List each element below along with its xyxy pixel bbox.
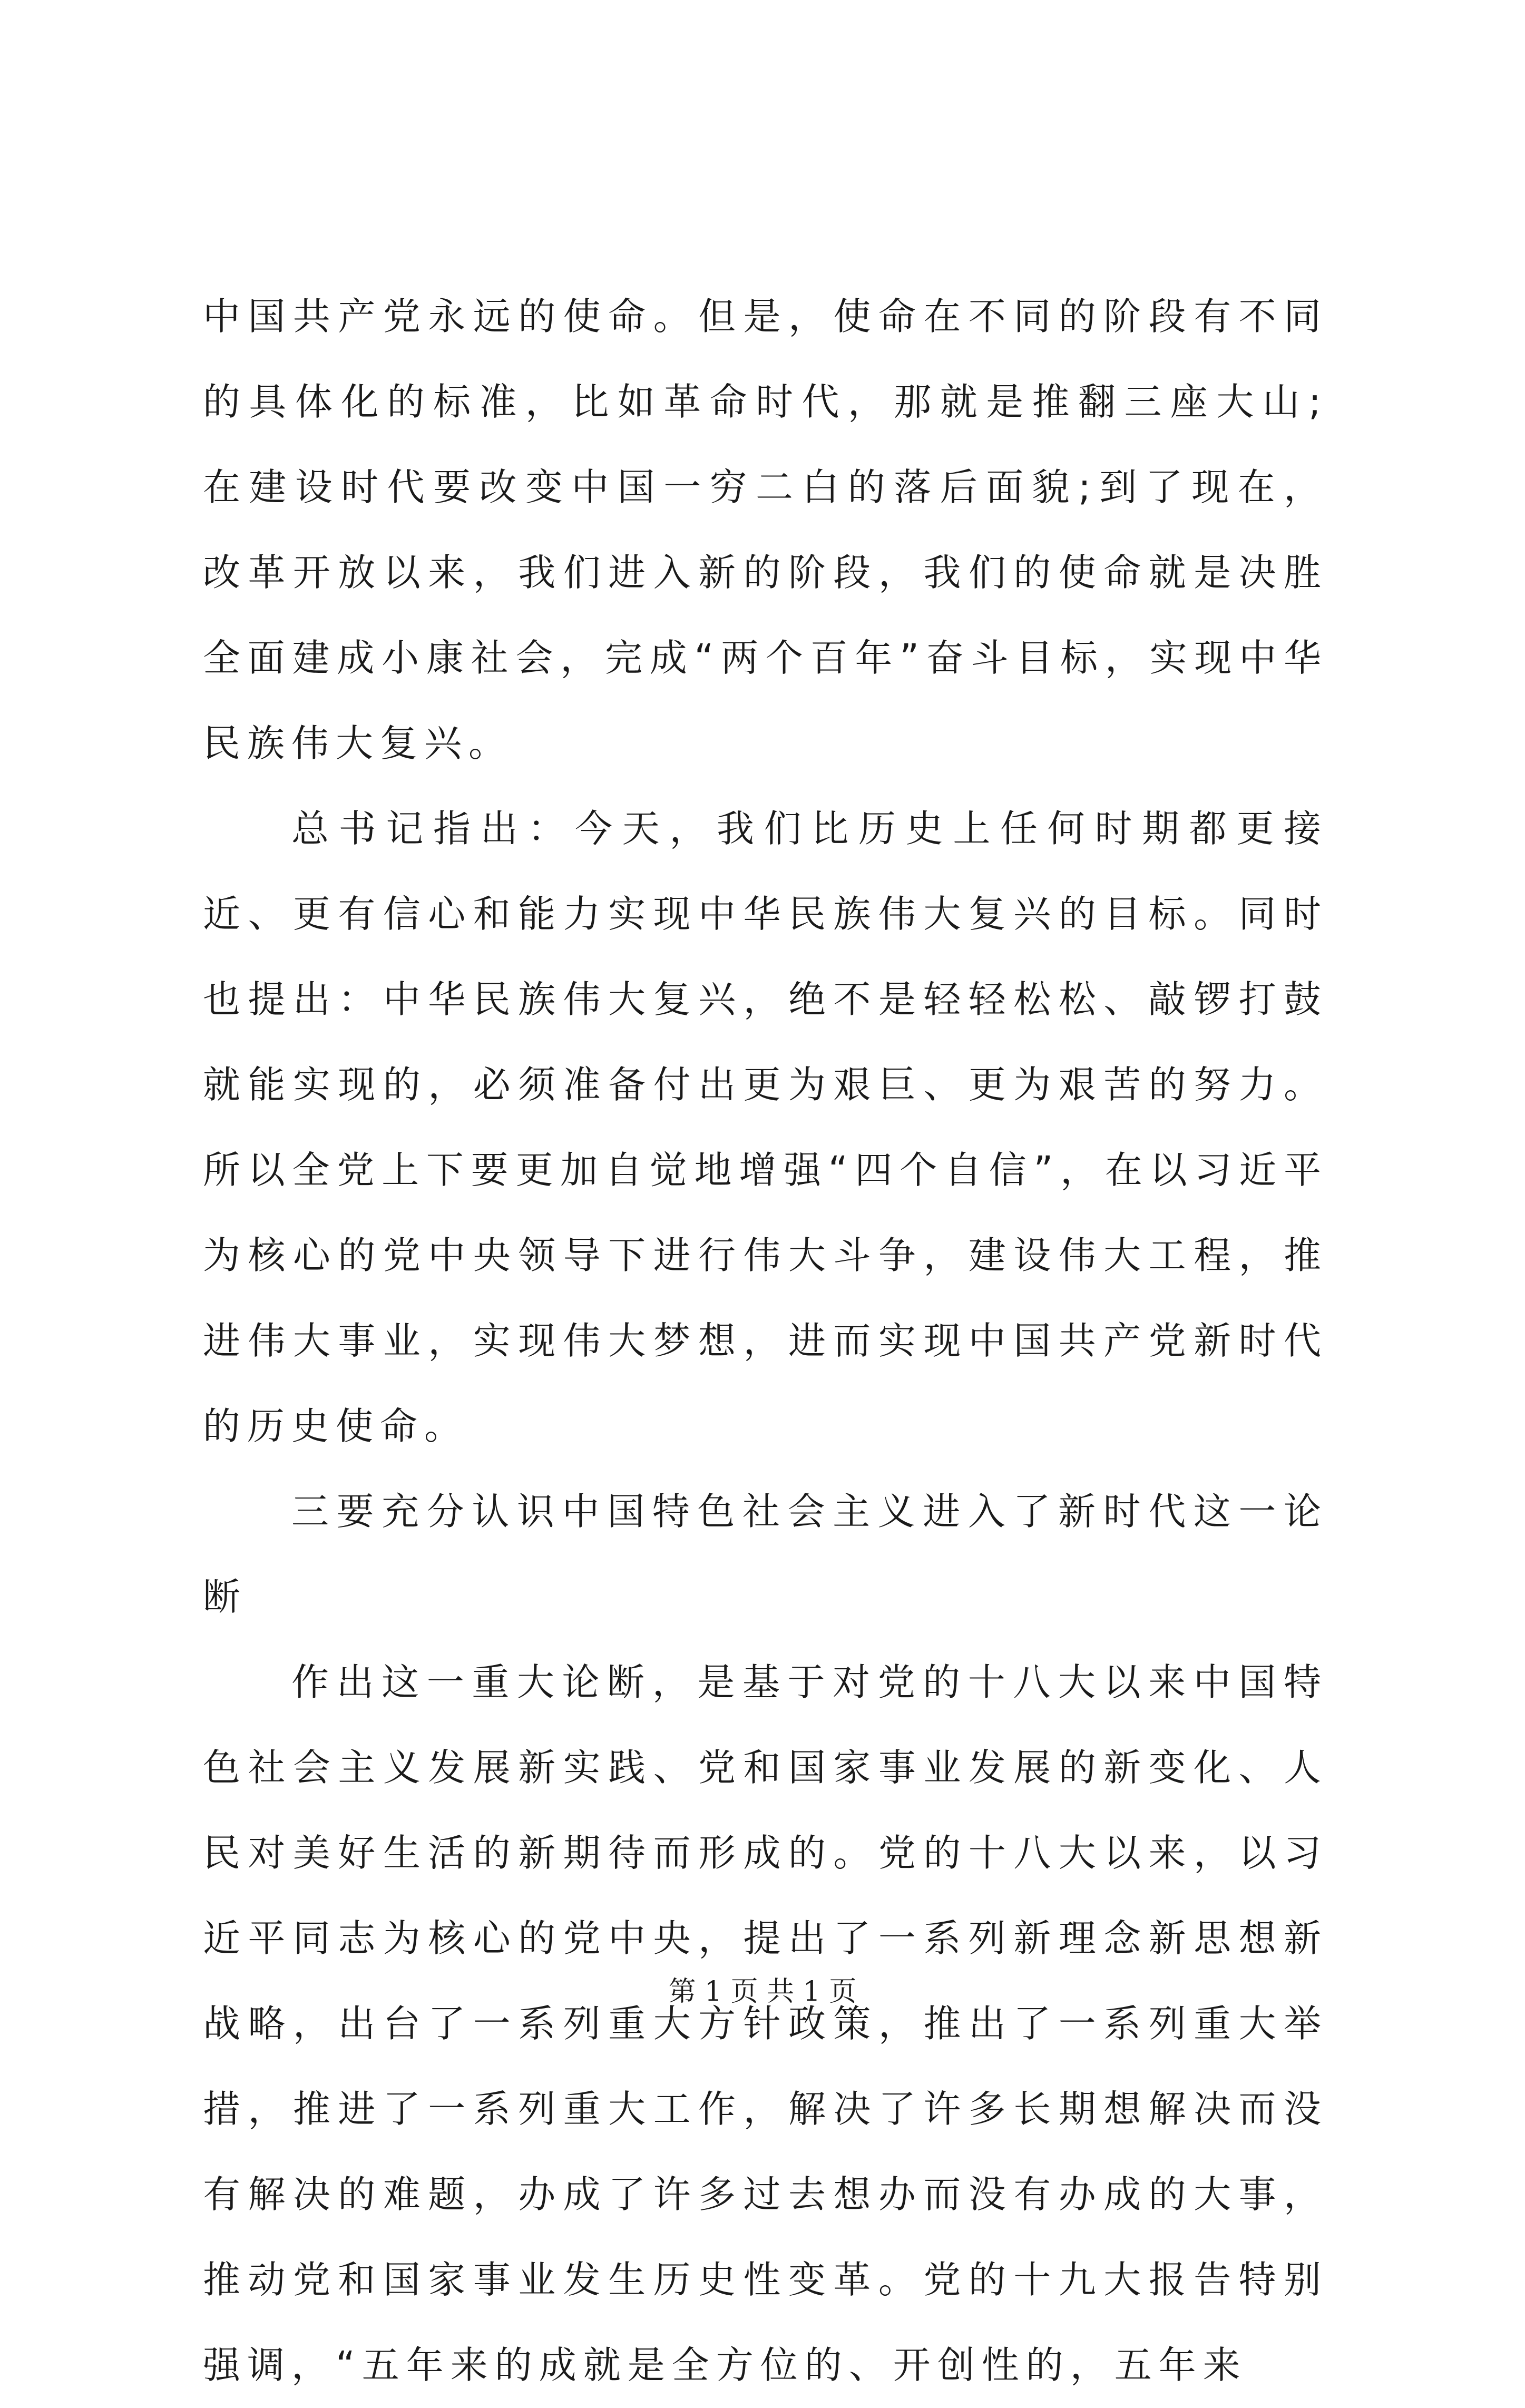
paragraph-major-judgment: 作出这一重大论断，是基于对党的十八大以来中国特色社会主义发展新实践、党和国家事业发展的新变化、人民对美好生活的新期待而形成的。党的十八大以来，以习近平同志为核心的党中央，提出了一系列新理念新思想新战略，出台了一系列重大方针政策，推出了一系列重大举措，推进了一系列重大工作，解决了许多长期想解决而没有解决的难题，办成了许多过去想办而没有办成的大事，推动党和国家事业发生历史性变革。党的十九大报告特别强调，“五年来的成就是全方位的、开创性的，五年来: [203, 1660, 1328, 2387]
paragraph-general-secretary: 总书记指出：今天，我们比历史上任何时期都更接近、更有信心和能力实现中华民族伟大复兴的目标。同时也提出：中华民族伟大复兴，绝不是轻轻松松、敲锣打鼓就能实现的，必须准备付出更为艰巨、更为艰苦的努力。所以全党上下要更加自觉地增强“四个自信”，在以习近平为核心的党中央领导下进行伟大斗争，建设伟大工程，推进伟大事业，实现伟大梦想，进而实现中国共产党新时代的历史使命。: [203, 807, 1328, 1448]
paragraph-mission: 中国共产党永远的使命。但是，使命在不同的阶段有不同的具体化的标准，比如革命时代，那就是推翻三座大山;在建设时代要改变中国一穷二白的落后面貌;到了现在，改革开放以来，我们进入新的阶段，我们的使命就是决胜全面建成小康社会，完成“两个百年”奋斗目标，实现中华民族伟大复兴。: [203, 295, 1328, 765]
document-body: [203, 274, 1328, 2408]
page-number-footer: 第 1 页 共 1 页: [668, 1976, 857, 2008]
section-heading-new-era: 三要充分认识中国特色社会主义进入了新时代这一论断: [203, 1490, 1328, 1619]
